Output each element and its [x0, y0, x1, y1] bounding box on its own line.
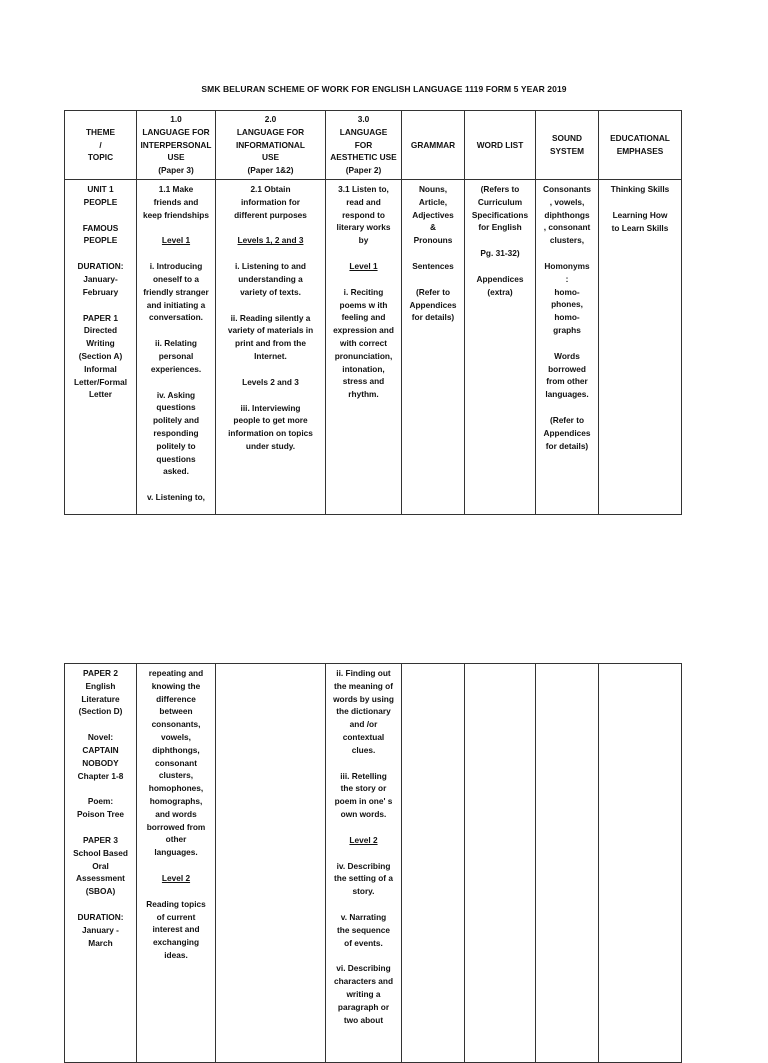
theme-cell: PAPER 2 English Literature (Section D) Novel: CAPTAIN NOBODY Chapter 1-8 Poem: Poison Tree PAPER 3 School Based Oral Assessment (SBOA) DURATION: January - March — [65, 664, 137, 1063]
duration-text: DURATION: January- February — [77, 261, 124, 297]
level-label: Level 2 — [161, 872, 191, 883]
level-label: Level 2 — [349, 834, 378, 845]
word-list-cell — [465, 664, 536, 1063]
educational-cell — [599, 664, 682, 1063]
header-educational: EDUCATIONAL EMPHASES — [599, 111, 682, 180]
grammar-cell: Nouns, Article, Adjectives & Pronouns Sentences (Refer to Appendices for details) — [402, 180, 465, 515]
informational-cell: 2.1 Obtain information for different purposes Levels 1, 2 and 3 i. Listening to and understanding a variety of texts. ii. Reading silently a variety of materials in print and from the Internet. Levels 2 and 3 iii. Interviewing people to get more information on topics under study. — [216, 180, 326, 515]
level-label: Levels 1, 2 and 3 — [237, 235, 304, 246]
document-title: SMK BELURAN SCHEME OF WORK FOR ENGLISH LANGUAGE 1119 FORM 5 YEAR 2019 — [201, 84, 567, 94]
theme-cell — [65, 180, 137, 515]
aesthetic-cell: ii. Finding out the meaning of words by using the dictionary and /or contextual clues. iii. Retelling the story or poem in one' s own words. Level 2 iv. Describing the setting of a story. v. Narrating the sequence of events. vi. Describing characters and writing a paragraph or two about — [326, 664, 402, 1063]
grammar-cell — [402, 664, 465, 1063]
header-word-list: WORD LIST — [465, 111, 536, 180]
header-sound-system: SOUND SYSTEM — [536, 111, 599, 180]
header-grammar: GRAMMAR — [402, 111, 465, 180]
interpersonal-cell: repeating and knowing the difference between consonants, vowels, diphthongs, consonant clusters, homophones, homographs, and words borrowed from other languages. Level 2 Reading topics of current interest and exchanging ideas. — [137, 664, 216, 1063]
content-row — [65, 664, 682, 1063]
aesthetic-cell: 3.1 Listen to, read and respond to literary works by Level 1 i. Reciting poems w ith feeling and expression and with correct pronunciation, intonation, stress and rhythm. — [326, 180, 402, 515]
header-row — [65, 111, 682, 180]
interpersonal-cell: 1.1 Make friends and keep friendships Level 1 i. Introducing oneself to a friendly stranger and initiating a conversation. ii. Relating personal experiences. iv. Asking questions politely and responding politely to questions asked. v. Listening to, — [137, 180, 216, 515]
paper-text: PAPER 1 Directed Writing (Section A) Informal Letter/Formal Letter — [73, 312, 128, 400]
header-informational: 2.0 LANGUAGE FOR INFORMATIONAL USE (Paper 1&2) — [216, 111, 326, 180]
level-label: Level 1 — [349, 260, 378, 271]
informational-cell — [216, 664, 326, 1063]
sound-system-cell — [536, 664, 599, 1063]
header-interpersonal: 1.0 LANGUAGE FOR INTERPERSONAL USE (Paper 3) — [137, 111, 216, 180]
scheme-table-page-2 — [64, 663, 682, 1063]
unit-text: UNIT 1 PEOPLE — [83, 184, 118, 207]
level-label: Level 1 — [161, 235, 191, 246]
header-theme: THEME / TOPIC — [65, 111, 137, 180]
header-aesthetic: 3.0 LANGUAGE FOR AESTHETIC USE (Paper 2) — [326, 111, 402, 180]
scheme-table-page-1 — [64, 110, 682, 515]
content-row — [65, 180, 682, 515]
word-list-cell: (Refers to Curriculum Specifications for English Pg. 31-32) Appendices (extra) — [465, 180, 536, 515]
sound-system-cell: Consonants , vowels, diphthongs , consonant clusters, Homonyms : homo- phones, homo- graphs Words borrowed from other languages. (Refer to Appendices for details) — [536, 180, 599, 515]
educational-cell: Thinking Skills Learning How to Learn Skills — [599, 180, 682, 515]
topic-text: FAMOUS PEOPLE — [82, 222, 119, 246]
